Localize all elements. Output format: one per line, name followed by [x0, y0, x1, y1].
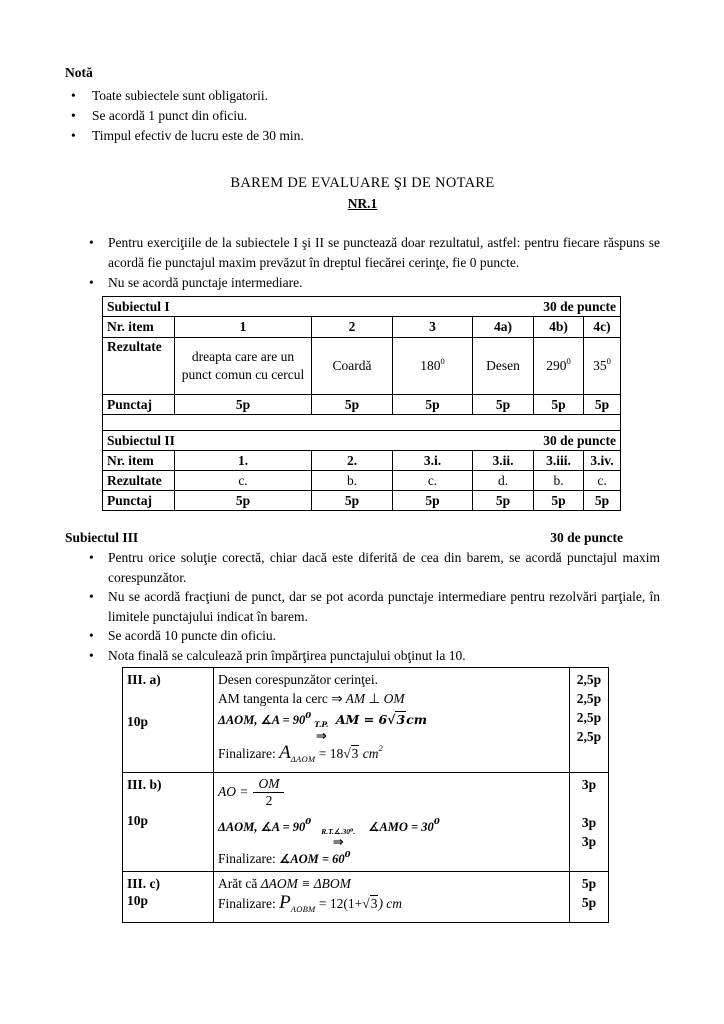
- section3-list: [65, 548, 660, 665]
- section3-item: • Se acordă 10 puncte din oficiu.: [65, 626, 660, 646]
- row-label: Nr. item: [103, 451, 175, 471]
- nota-heading: Notă: [65, 65, 93, 80]
- nota-list: [65, 86, 660, 146]
- solution-line: AM tangenta la cerc ⇒ AM ⊥ OM: [218, 691, 405, 706]
- solution-line-math: ΔAOM, ∡A = $90^0$ T.P. ⇒ AM = 6√3cm: [218, 710, 427, 744]
- point-value: 3p: [581, 776, 597, 792]
- table3-row-b: [123, 772, 609, 872]
- section3-title: Subiectul III: [65, 530, 139, 545]
- table2-title: Subiectul II: [107, 433, 175, 448]
- item-cell: 3.i.: [393, 451, 473, 471]
- table1-header-row: [103, 297, 621, 317]
- row-label: Rezultate: [103, 471, 175, 491]
- result-cell: dreapta care are un punct comun cu cercul: [175, 338, 312, 395]
- section3-header: [65, 528, 660, 548]
- result-cell: Desen: [473, 338, 534, 395]
- point-value: 2,5p: [576, 710, 602, 725]
- points-cell: [570, 772, 609, 872]
- item-label: III. b): [127, 776, 162, 792]
- score-cell: 5p: [312, 491, 393, 511]
- result-cell: $180^0$: [393, 338, 473, 395]
- table-subiectul-1-2: [102, 296, 621, 511]
- solution-cell: [214, 772, 570, 872]
- item-cell: 3.ii.: [473, 451, 534, 471]
- result-cell: c.: [584, 471, 621, 491]
- table1-title: Subiectul I: [107, 299, 170, 314]
- nota-item: • Se acordă 1 punct din oficiu.: [65, 106, 660, 126]
- table2-header-row: [103, 431, 621, 451]
- score-cell: 5p: [312, 395, 393, 415]
- solution-line: Desen corespunzător cerinţei.: [218, 672, 379, 687]
- result-cell: b.: [312, 471, 393, 491]
- table2-results-row: [103, 471, 621, 491]
- intro-item: • Nu se acordă punctaje intermediare.: [65, 273, 660, 293]
- point-value: 5p: [581, 895, 597, 910]
- result-cell: Coardă: [312, 338, 393, 395]
- point-value: 5p: [581, 876, 597, 891]
- table1-items-row: [103, 317, 621, 338]
- intro-item: • Pentru exerciţiile de la subiectele I şi II se punctează doar rezultatul, astfel: pentru fiecare răspuns se acordă fie punctajul maxim prevăzut în dreptul fiecărei cerinţe, fie 0 puncte.: [65, 233, 660, 273]
- point-value: 2,5p: [576, 729, 602, 744]
- item-label: III. a): [127, 672, 161, 687]
- row-label: Punctaj: [103, 491, 175, 511]
- score-cell: 5p: [175, 491, 312, 511]
- intro-list: [65, 233, 660, 293]
- solution-line-math: ΔAOM, ∡A = $90^0$ R.T.∡.30⁰. ⇒ ∡AMO = $30^0$: [218, 817, 440, 850]
- row-label: Punctaj: [103, 395, 175, 415]
- score-cell: 5p: [534, 491, 584, 511]
- result-cell: c.: [393, 471, 473, 491]
- solution-line-final: Finalizare: $A_{\Delta AOM} = 18√3$ $cm^2$: [218, 741, 383, 764]
- nota-item: • Toate subiectele sunt obligatorii.: [65, 86, 660, 106]
- result-cell: b.: [534, 471, 584, 491]
- item-cell: 2: [312, 317, 393, 338]
- point-value: 3p: [581, 833, 597, 849]
- points-cell: [570, 668, 609, 773]
- score-cell: 5p: [584, 395, 621, 415]
- table1-points: 30 de puncte: [543, 299, 617, 314]
- item-cell: 1: [175, 317, 312, 338]
- item-cell: 4b): [534, 317, 584, 338]
- row-label-cell: [123, 668, 214, 773]
- item-cell: 4c): [584, 317, 621, 338]
- item-label: III. c): [127, 876, 160, 891]
- item-cell: 3.iv.: [584, 451, 621, 471]
- result-cell: c.: [175, 471, 312, 491]
- solution-cell: [214, 872, 570, 923]
- point-value: 3p: [581, 814, 597, 830]
- item-cell: 2.: [312, 451, 393, 471]
- points-cell: [570, 872, 609, 923]
- section3-points: 30 de puncte: [550, 530, 623, 545]
- row-label-cell: [123, 872, 214, 923]
- point-value: 2,5p: [576, 672, 602, 687]
- score-cell: 5p: [534, 395, 584, 415]
- point-value: 2,5p: [576, 691, 602, 706]
- score-cell: 5p: [473, 395, 534, 415]
- title-block: [65, 173, 660, 214]
- item-cell: 3: [393, 317, 473, 338]
- result-cell: d.: [473, 471, 534, 491]
- item-total: 10p: [127, 893, 149, 908]
- table3-row-a: [123, 668, 609, 773]
- solution-cell: [214, 668, 570, 773]
- row-label: Rezultate: [103, 338, 175, 395]
- item-cell: 1.: [175, 451, 312, 471]
- score-cell: 5p: [473, 491, 534, 511]
- solution-line-final: Finalizare: ∡AOM = $60^0$: [218, 849, 351, 866]
- document-title: BAREM DE EVALUARE ŞI DE NOTARE: [230, 175, 495, 191]
- table-subiectul-3: [122, 667, 609, 923]
- table1-results-row: [103, 338, 621, 395]
- table3-row-c: [123, 872, 609, 923]
- document-subtitle: NR.1: [347, 196, 378, 211]
- table1-score-row: [103, 395, 621, 415]
- table2-score-row: [103, 491, 621, 511]
- score-cell: 5p: [584, 491, 621, 511]
- implies-arrow: R.T.∡.30⁰. ⇒: [321, 826, 356, 850]
- section3-item: • Nu se acordă fracţiuni de punct, dar se pot acorda punctaje intermediare pentru rezolvări parţiale, în limitele punctajului indicat în barem.: [65, 587, 660, 626]
- result-cell: $35^0$: [584, 338, 621, 395]
- row-label-cell: [123, 772, 214, 872]
- section3-item: • Nota finală se calculează prin împărţirea punctajului obţinut la 10.: [65, 646, 660, 666]
- score-cell: 5p: [393, 491, 473, 511]
- solution-line-fraction: AO = $\frac{OM}{2}$: [218, 776, 565, 809]
- score-cell: 5p: [393, 395, 473, 415]
- solution-line: Arăt că ΔAOM ≡ ΔBOM: [218, 876, 351, 891]
- result-cell: $290^0$: [534, 338, 584, 395]
- section3-item: • Pentru orice soluţie corectă, chiar dacă este diferită de cea din barem, se acordă punctajul maxim corespunzător.: [65, 548, 660, 587]
- item-cell: 4a): [473, 317, 534, 338]
- row-label: Nr. item: [103, 317, 175, 338]
- score-cell: 5p: [175, 395, 312, 415]
- spacer-row: [103, 415, 621, 431]
- item-cell: 3.iii.: [534, 451, 584, 471]
- implies-arrow: T.P. ⇒: [314, 720, 329, 744]
- nota-item: • Timpul efectiv de lucru este de 30 min.: [65, 126, 660, 146]
- solution-line-final: Finalizare: $P_{AOBM} = 12(1+√3)$ cm: [218, 892, 403, 914]
- table2-items-row: [103, 451, 621, 471]
- item-total: 10p: [127, 714, 149, 729]
- item-total: 10p: [127, 812, 149, 828]
- table2-points: 30 de puncte: [543, 433, 617, 448]
